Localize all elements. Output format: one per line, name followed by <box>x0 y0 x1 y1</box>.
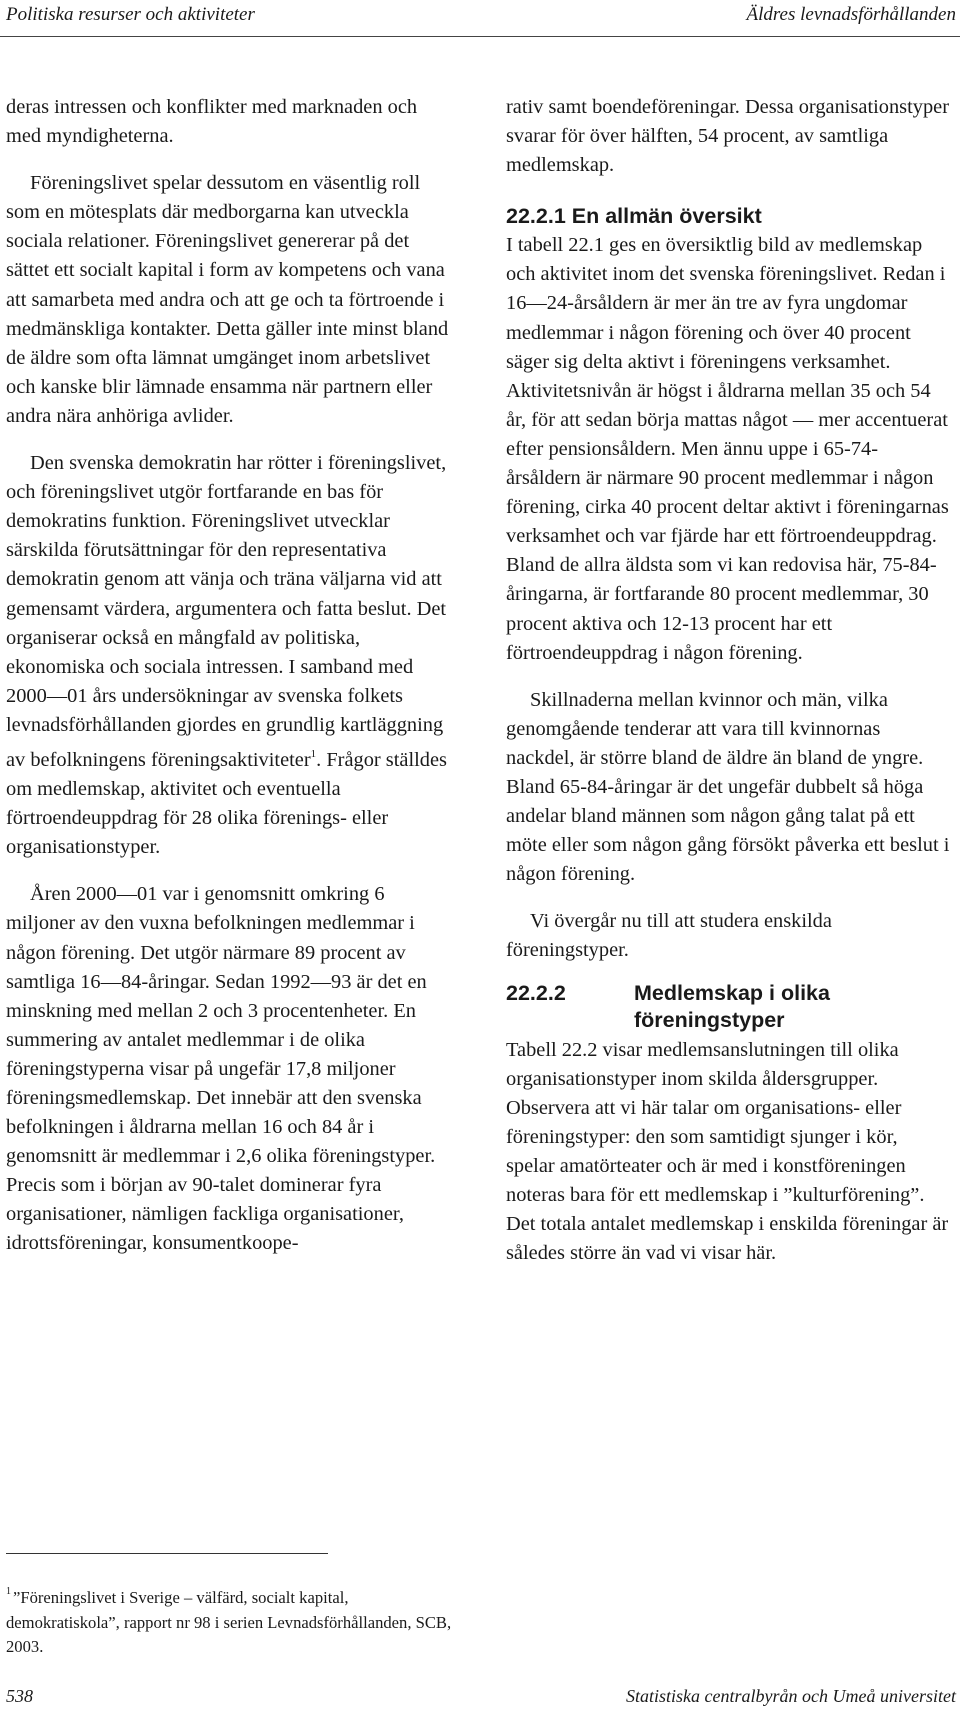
left-paragraph-4: Åren 2000—01 var i genomsnitt omkring 6 miljoner av den vuxna befolkningen medlemmar i någon förening. Det utgör närmare 89 procent av samtliga 16—84-åringar. Sedan 1992—93 är det en minskning med mellan 2 och 3 procentenheter. En summering av antalet medlemmar i de olika föreningstyperna visar på ungefär 17,8 miljoner föreningsmedlemskap. Det innebär att den svenska befolkningen i åldrarna mellan 16 och 84 år i genomsnitt är medlemmar i 2,6 olika föreningstyper. Precis som i början av 90-talet dominerar fyra organisationer, nämligen fackliga organisationer, idrottsföreningar, konsumentkoope- <box>6 883 436 1255</box>
page-number: 538 <box>6 1686 33 1706</box>
footnote <box>6 1580 454 1660</box>
footnote-text: ”Föreningslivet i Sverige – välfärd, socialt kapital, demokratiskola”, rapport nr 98 i serien Levnadsförhållanden, SCB, 2003. <box>6 1588 452 1656</box>
left-paragraph-3 <box>6 449 454 862</box>
right-paragraph-4: Vi övergår nu till att studera enskilda föreningstyper. <box>506 910 832 962</box>
right-paragraph-5: Tabell 22.2 visar medlemsanslutningen till olika organisationstyper inom skilda åldersgrupper. Observera att vi här talar om organisations- eller föreningstyper: den som samtidigt sjunger i kör, spelar amatörteater och är med i konstföreningen noteras bara för ett medlemskap i ”kulturförening”. Det totala antalet medlemskap i enskilda föreningar är således större än vad vi visar här. <box>506 1038 949 1265</box>
right-column <box>506 93 950 1286</box>
footnote-reference: 1 <box>310 747 317 760</box>
running-head-left: Politiska resurser och aktiviteter <box>6 4 255 25</box>
footnote-rule <box>6 1553 328 1554</box>
running-head-right: Äldres levnadsförhållanden <box>746 4 956 25</box>
left-column <box>6 93 454 1277</box>
running-head <box>0 4 960 30</box>
section-title: Medlemskap i olika föreningstyper <box>634 980 830 1032</box>
footer-publisher: Statistiska centralbyrån och Umeå universitet <box>626 1686 956 1706</box>
section-heading-22-2-1: 22.2.1 En allmän översikt <box>506 204 762 229</box>
footnote-mark: 1 <box>6 1586 11 1597</box>
section-number: 22.2.2 <box>506 980 566 1005</box>
left-paragraph-1: deras intressen och konflikter med marknaden och med myndigheterna. <box>6 96 418 148</box>
section-heading-22-2-2 <box>506 980 950 1034</box>
left-paragraph-3-text-a: Den svenska demokratin har rötter i föreningslivet, och föreningslivet utgör fortfarande en bas för demokratins funktion. Föreningslivet utvecklar särskilda förutsättningar för den representativa demokratin genom att vänja och träna väljarna vid att gemensamt värdera, argumentera och fatta beslut. Det organiserar också en mångfald av politiska, ekonomiska och sociala intressen. I samband med 2000—01 års undersökningar av svenska folkets levnadsförhållanden gjordes en grundlig kartläggning av befolkningens föreningsaktiviteter <box>6 452 447 771</box>
right-paragraph-3: Skillnaderna mellan kvinnor och män, vilka genomgående tenderar att vara till kvinnornas nackdel, är större bland de äldre än bland de yngre. Bland 65-84-åringar är det ungefär dubbelt så höga andelar bland männen som någon gång talat på ett möte eller som någon gång försökt påverka ett beslut i någon förening. <box>506 688 950 886</box>
left-paragraph-2: Föreningslivet spelar dessutom en väsentlig roll som en mötesplats där medborgarna kan utveckla sociala relationer. Föreningslivet genererar på det sättet ett socialt kapital i form av kompetens och vana att samarbeta med andra och att ge och ta förtroende i medmänskliga kontakter. Detta gäller inte minst bland de äldre som ofta lämnat umgänget inom arbetslivet och kanske blir lämnade ensamma när partnern eller andra nära anhöriga avlider. <box>6 172 449 427</box>
header-rule <box>0 36 960 37</box>
right-paragraph-2: I tabell 22.1 ges en översiktlig bild av medlemskap och aktivitet inom det svenska föreningslivet. Redan i 16—24-årsåldern är mer än tre av fyra ungdomar medlemmar i någon förening och över 40 procent säger sig delta aktivt i föreningens verksamhet. Aktivitetsnivån är högst i åldrarna mellan 35 och 54 år, för att sedan börja mattas något — mer accentuerat efter pensionsåldern. Men ännu uppe i 65-74-årsåldern är närmare 90 procent medlemmar i någon förening, cirka 40 procent deltar aktivt i föreningarnas verksamhet och var fjärde har ett förtroendeuppdrag. Bland de allra äldsta som vi kan redovisa här, 75-84-åringarna, är fortfarande 80 procent medlemmar, 30 procent aktiva och 12-13 procent har ett förtroendeuppdrag i någon förening. <box>506 234 949 664</box>
right-paragraph-1: rativ samt boendeföreningar. Dessa organisationstyper svarar för över hälften, 54 procent, av samtliga medlemskap. <box>506 96 949 177</box>
left-paragraph-3-text-b: . Frågor ställdes om medlemskap, aktivitet och eventuella förtroendeuppdrag för 28 olika förenings- eller organisationstyper. <box>6 748 447 859</box>
